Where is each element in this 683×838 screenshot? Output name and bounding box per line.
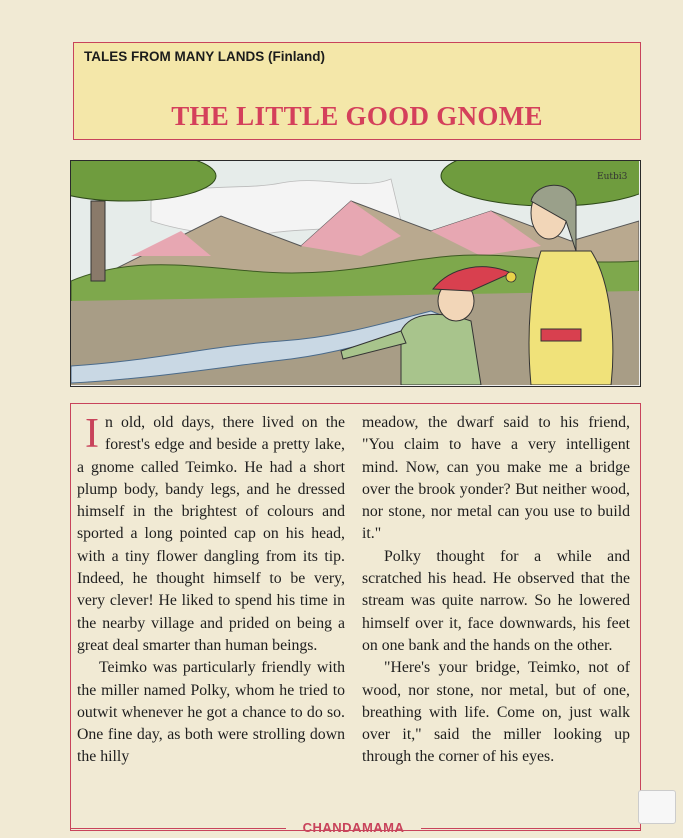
footer-rule: [421, 828, 641, 829]
story-paragraph: "Here's your bridge, Teimko, not of wood, nor stone, nor metal, but of one, breathing with life. Come on, just walk over it," said the miller looking up through the corner of his eyes.: [362, 659, 630, 766]
drop-cap: I: [85, 411, 99, 457]
story-paragraph: meadow, the dwarf said to his friend, "You claim to have a very intelligent mind. Now, can you make me a bridge over the brook yonder? But neither wood, nor stone, nor metal can you use to build it.": [362, 414, 630, 543]
magazine-name: CHANDAMAMA: [302, 820, 405, 835]
title-box: [73, 42, 641, 140]
page-footer: [0, 820, 683, 836]
story-paragraph: In old, old days, there lived on the forest's edge and beside a pretty lake, a gnome called Teimko. He had a short plump body, bandy legs, and he dressed himself in the brightest of colours and sported a long pointed cap on his head, with a tiny flower dangling from its tip. Indeed, he thought himself to be very, very clever! He liked to spend his time in the nearby village and prided on being a great deal smarter than human beings.: [77, 411, 345, 654]
story-illustration: [70, 160, 641, 387]
story-paragraph: Teimko was particularly friendly with the miller named Polky, whom he tried to outwit whenever he got a chance to do so. One fine day, as both were strolling down the hilly: [77, 659, 345, 766]
footer-rule: [70, 828, 286, 829]
series-title: TALES FROM MANY LANDS (Finland): [84, 49, 325, 64]
story-title: THE LITTLE GOOD GNOME: [171, 101, 543, 131]
story-column-right: [362, 412, 630, 769]
corner-logo-icon: [638, 790, 676, 824]
story-column-left: [77, 412, 345, 769]
story-paragraph: Polky thought for a while and scratched his head. He observed that the stream was quite narrow. So he lowered himself over it, face downwards, his feet on one bank and the hands on the other.: [362, 547, 630, 654]
artist-signature: Eutbi3: [597, 172, 628, 182]
